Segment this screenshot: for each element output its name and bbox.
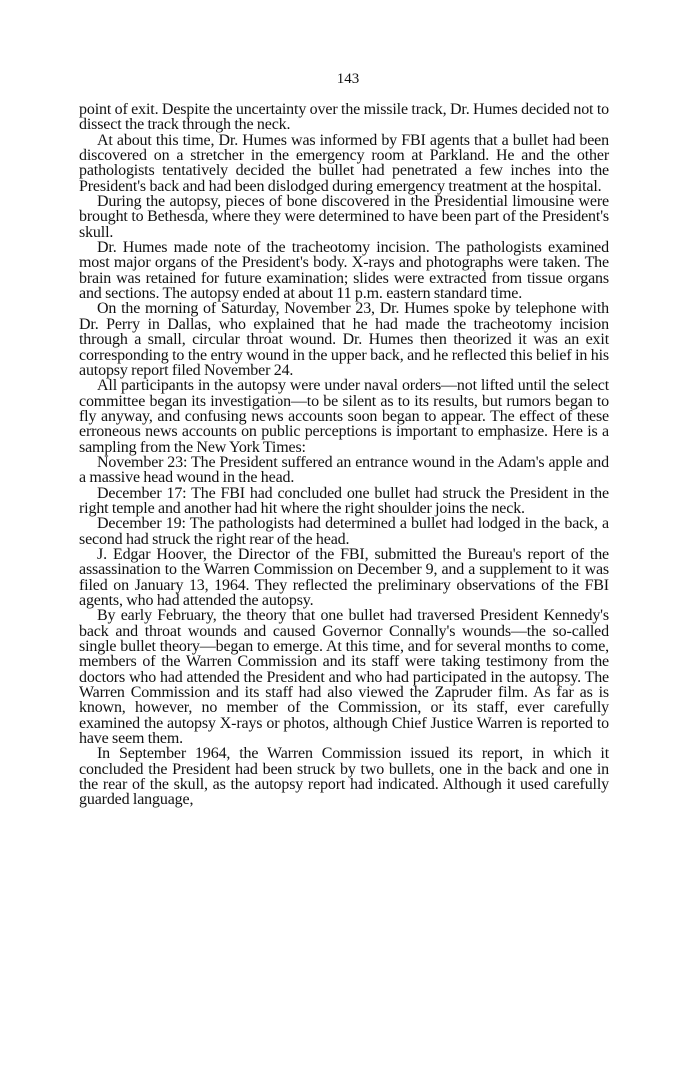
paragraph-10: J. Edgar Hoover, the Director of the FBI, submitted the Bureau's report of the assassination to the Warren Commission on December 9, and a supplement to it was filed on January 13, 1964. They reflected the preliminary observations of the FBI agents, who had attended the autopsy.	[79, 545, 609, 609]
paragraph-1: point of exit. Despite the uncertainty over the missile track, Dr. Humes decided not to dissect the track through the neck.	[79, 101, 609, 134]
paragraph-7: November 23: The President suffered an entrance wound in the Adam's apple and a massive head wound in the head.	[79, 453, 609, 487]
paragraph-12: In September 1964, the Warren Commission issued its report, in which it concluded the President had been struck by two bullets, one in the back and one in the rear of the skull, as the autopsy report had indicated. Although it used carefully guarded language,	[79, 745, 609, 809]
paragraph-8: December 17: The FBI had concluded one bullet had struck the President in the right temple and another had hit where the right shoulder joins the neck.	[79, 484, 609, 517]
body-text	[79, 102, 609, 808]
page-number: 143	[336, 71, 360, 87]
paragraph-2: At about this time, Dr. Humes was informed by FBI agents that a bullet had been discovered on a stretcher in the emergency room at Parkland. He and the other pathologists tentatively decided the bullet had penetrated a few inches into the President's back and had been dislodged during emergency treatment at the hospital.	[79, 131, 609, 195]
paragraph-6: All participants in the autopsy were under naval orders—not lifted until the select committee began its investigation—to be silent as to its results, but rumors began to fly anyway, and confusing news accounts soon began to appear. The effect of these erroneous news accounts on public perceptions is important to emphasize. Here is a sampling from the New York Times:	[79, 377, 609, 456]
document-page	[79, 70, 609, 808]
paragraph-11: By early February, the theory that one bullet had traversed President Kennedy's back and throat wounds and caused Governor Connally's wounds—the so-called single bullet theory—began to emerge. At this time, and for several months to come, members of the Warren Commission and its staff were taking testimony from the doctors who had attended the President and who had participated in the autopsy. The Warren Commission and its staff had also viewed the Zapruder film. As far as is known, however, no member of the Commission, or its staff, ever carefully examined the autopsy X-rays or photos, although Chief Justice Warren is reported to have seem them.	[79, 607, 609, 748]
paragraph-9: December 19: The pathologists had determined a bullet had lodged in the back, a second had struck the right rear of the head.	[79, 515, 609, 548]
paragraph-3: During the autopsy, pieces of bone discovered in the Presidential limousine were brought to Bethesda, where they were determined to have been part of the President's skull.	[79, 193, 609, 241]
paragraph-5: On the morning of Saturday, November 23, Dr. Humes spoke by telephone with Dr. Perry in Dallas, who explained that he had made the tracheotomy incision through a small, circular throat wound. Dr. Humes then theorized it was an exit corresponding to the entry wound in the upper back, and he reflected this belief in his autopsy report filed November 24.	[79, 300, 609, 379]
paragraph-4: Dr. Humes made note of the tracheotomy incision. The pathologists examined most major organs of the President's body. X-rays and photographs were taken. The brain was retained for future examination; slides were extracted from tissue organs and sections. The autopsy ended at about 11 p.m. eastern standard time.	[79, 239, 609, 303]
